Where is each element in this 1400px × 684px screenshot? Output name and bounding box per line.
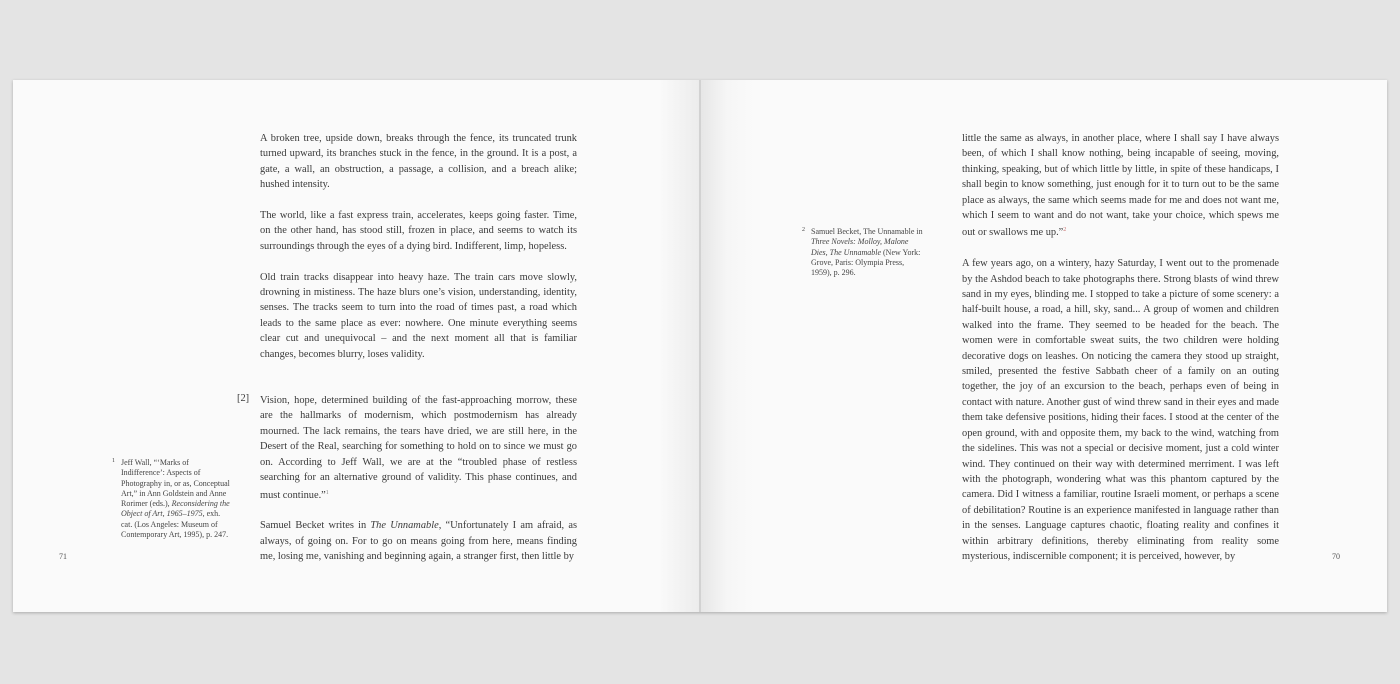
paragraph-ashdod-beach: A few years ago, on a wintery, hazy Saturday, I went out to the promenade by the Ashdod beach to take photographs there. Strong blasts of wind threw sand in my eyes, blinding me. I stopped to take a picture of some scenery: a half-built house, a road, a hill, sky, sand... A group of women and children walked into the frame. They seemed to be headed for the beach. The women were in comfortable sweat suits, the two children were holding decorative dogs on leashes. On noticing the camera they stood up straight, smiled, presented the festive Sabbath cheer of a family on an outing together, the joy of an excursion to the beach, perhaps even of being in contact with nature. Another gust of wind threw sand in their eyes and made them take defensive positions, hiding their faces. I stood at the center of the open ground, with and opposite them, my back to the wind, watching from the sidelines. This was not a special or decisive moment, just a cold winter wind. They continued on their way with determined merriment. I was left with the photograph, wondering what was this phantom captured by the camera. Did I witness a familiar, routine Israeli moment, or perhaps a scene of debilitation? Routine is an experience manifested in language rather than in the senses. Language captures chaotic, floating reality and confines it within arbitrary definitions, thereby eliminating from reality some mysterious, indiscernible component; it is perceived, however, by — [962, 258, 1279, 562]
section-marker: [2] — [237, 393, 250, 404]
book-spine — [699, 80, 701, 612]
left-page — [13, 80, 700, 612]
page-number-left: 71 — [59, 552, 67, 561]
paragraph-becket-rest: , “Unfortunately I am afraid, as always, of going on. For to go on means going from here, means finding me, losing me, vanishing and beginning again, a stranger first, then little by — [260, 520, 577, 563]
right-page — [700, 80, 1387, 612]
paragraph-broken-tree: A broken tree, upside down, breaks through the fence, its truncated trunk turned upward, its branches stuck in the fence, in the ground. It is a post, a gate, a wall, an obstruction, a passage, a collision, and a breach alike; hushed intensity. — [260, 133, 577, 191]
paragraph-becket-start: Samuel Becket writes in — [260, 520, 371, 532]
footnote-2 — [802, 227, 923, 278]
footnote-ref-2: 2 — [1063, 227, 1067, 234]
paragraph-unnamable-text: little the same as always, in another place, where I shall say I have always been, of which I shall know nothing, being incapable of seeing, moving, thinking, speaking, but of which little by little, in spite of these handicaps, I shall begin to know something, just enough for it to turn out to be the same place as always, the same which seems made for me and does not want me, which I seem to want and do not want, take your choice, which spews me out or swallows me up.” — [962, 133, 1279, 239]
footnote-2-text-b: (New York: Grove, Paris: Olympia Press, 1959), p. 296. — [811, 247, 921, 278]
footnote-1-number: 1 — [112, 458, 115, 464]
right-body-text — [962, 131, 1279, 580]
paragraph-world-train: The world, like a fast express train, accelerates, keeps going faster. Time, on the other hand, has stood still, frozen in place, and seems to watch its surroundings through the eyes of a dying bird. Indifferent, limp, hopeless. — [260, 210, 577, 252]
paragraph-vision-text: Vision, hope, determined building of the fast-approaching morrow, these are the hallmarks of modernism, which postmodernism has already mourned. The lack remains, the tears have dried, we are still here, in the Desert of the Real, searching for something to hold on to since we must go on. According to Jeff Wall, we are at the “troubled phase of restless searching for an alternative ground of validity. This phase continues, and must continue.” — [260, 395, 577, 501]
footnote-1 — [112, 458, 233, 540]
left-body-text — [260, 131, 577, 580]
footnote-2-title: Three Novels: Molloy, Malone Dies, The Unnamable — [811, 237, 909, 257]
footnote-ref-1: 1 — [325, 489, 329, 496]
paragraph-unnamable-quote — [962, 131, 1279, 241]
footnote-1-text-b: , exh. cat. (Los Angeles: Museum of Contemporary Art, 1995), p. 247. — [121, 509, 229, 540]
footnote-2-text-a: Samuel Becket, The Unnamable in — [811, 227, 923, 236]
footnote-2-number: 2 — [802, 227, 805, 233]
paragraph-becket-title: The Unnamable — [370, 520, 439, 532]
page-number-right: 70 — [1332, 552, 1340, 561]
book-spread — [13, 80, 1387, 612]
paragraph-train-tracks: Old train tracks disappear into heavy haze. The train cars move slowly, drowning in mistiness. The haze blurs one’s vision, understanding, identity, senses. The tracks seem to turn into the road of times past, a road which leads to the same place as ever: nowhere. One minute everything seems clear cut and unequivocal – and the next moment all that is familiar changes, becomes blurry, loses validity. — [260, 271, 577, 360]
paragraph-becket — [260, 518, 577, 564]
paragraph-vision — [260, 393, 577, 503]
footnote-1-text-a: Jeff Wall, “‘Marks of Indifference’: Aspects of Photography in, or as, Conceptual Art,” in Ann Goldstein and Anne Rorimer (eds.), — [121, 458, 230, 509]
footnote-1-title: Reconsidering the Object of Art, 1965–1975 — [121, 499, 230, 519]
